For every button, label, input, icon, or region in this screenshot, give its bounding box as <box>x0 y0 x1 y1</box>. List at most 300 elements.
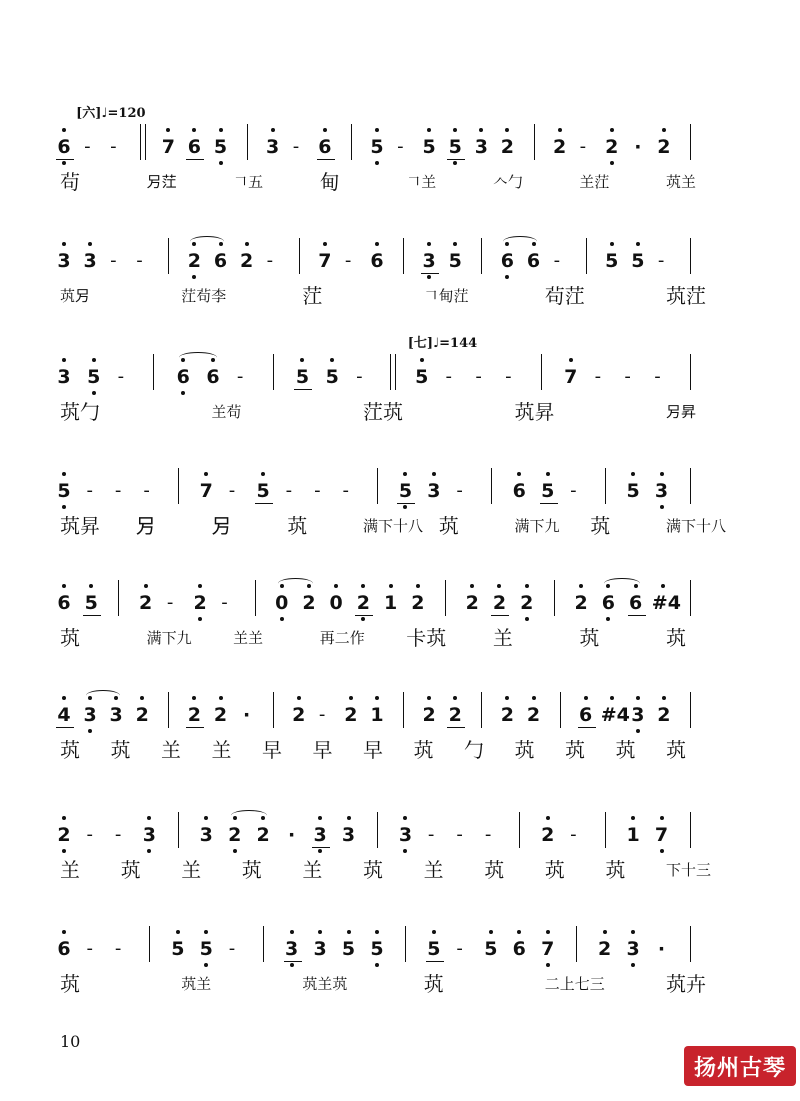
octave-dot-above <box>636 242 640 246</box>
tablature-glyph: 茿 <box>110 738 131 762</box>
jianpu-note: 5 <box>541 480 555 502</box>
jianpu-note: 3 <box>654 480 669 502</box>
barline <box>168 238 169 274</box>
jianpu-note: 6 <box>526 250 541 272</box>
octave-dot-below <box>92 391 96 395</box>
tablature-glyph: 甸 <box>319 170 340 194</box>
octave-dot-above <box>525 584 529 588</box>
tablature-glyph: 茿 <box>666 738 686 762</box>
jianpu-note: 5 <box>370 938 384 960</box>
sustain-dash: - <box>117 366 125 387</box>
jianpu-note: 5 <box>448 136 462 158</box>
octave-dot-below <box>546 963 550 967</box>
octave-dot-above <box>192 696 196 700</box>
jianpu-note: 6 <box>512 480 526 502</box>
octave-dot-above <box>662 696 666 700</box>
tablature-glyph: 茿 <box>423 972 444 996</box>
jianpu-note: 5 <box>415 366 429 388</box>
jianpu-note: 2 <box>302 592 316 614</box>
octave-dot-above <box>661 584 665 588</box>
octave-dot-above <box>375 930 379 934</box>
octave-dot-above <box>489 930 493 934</box>
tablature-glyph: 𠃍𦍌 <box>406 173 437 191</box>
sustain-dash: - <box>114 480 122 501</box>
tablature-glyph: 茿昇 <box>514 400 555 424</box>
barline <box>534 124 535 160</box>
jianpu-note: 2 <box>552 136 567 158</box>
sustain-dash: - <box>570 480 577 501</box>
octave-dot-above <box>62 358 66 362</box>
sustain-dash: - <box>86 824 93 845</box>
tablature-glyph: 茿 <box>287 514 308 538</box>
tablature-glyph: 满下十八 <box>666 517 727 535</box>
barline <box>690 124 691 160</box>
sustain-dash: - <box>657 250 665 271</box>
jianpu-note: 5 <box>199 938 213 960</box>
octave-dot-above <box>427 242 431 246</box>
tablature-glyph: 茿勹 <box>60 400 100 424</box>
jianpu-note: 7 <box>161 136 175 158</box>
octave-dot-below <box>233 849 237 853</box>
octave-dot-above <box>610 696 614 700</box>
jianpu-note: 7 <box>199 480 213 502</box>
slur <box>503 236 537 247</box>
tablature-glyph: 𠃍甸茳 <box>423 287 469 305</box>
sustain-dash: - <box>266 250 274 271</box>
tablature-glyph: 𠮠 <box>211 514 232 538</box>
jianpu-note: 6 <box>601 592 615 614</box>
sustain-dash: - <box>110 250 117 271</box>
tablature-glyph: 茿 <box>60 626 80 650</box>
octave-dot-above <box>297 696 301 700</box>
jianpu-note: 7 <box>541 938 555 960</box>
jianpu-note: 2 <box>187 704 202 726</box>
slur <box>86 690 120 701</box>
tablature-glyph: 茿 <box>579 626 600 650</box>
barline <box>445 580 446 616</box>
tablature-glyph: 二上七三 <box>544 975 605 993</box>
octave-dot-above <box>389 584 393 588</box>
tablature-glyph: 茿 <box>484 858 505 882</box>
watermark-logo: 扬州古琴 <box>684 1046 796 1086</box>
jianpu-note: 2 <box>135 704 149 726</box>
beam-underline <box>186 727 204 728</box>
tablature-glyph: 茿 <box>363 858 383 882</box>
jianpu-note: 3 <box>341 824 356 846</box>
section-tempo-mark: [七]♩=144 <box>407 336 478 351</box>
octave-dot-below <box>453 161 457 165</box>
notation-system-8 <box>0 920 800 1030</box>
octave-dot-above <box>62 128 66 132</box>
jianpu-note: 5 <box>398 480 413 502</box>
tablature-glyph: 茿卉 <box>666 972 706 996</box>
octave-dot-above <box>62 816 66 820</box>
sustain-dash: - <box>114 824 122 845</box>
notation-system-6 <box>0 686 800 796</box>
notation-system-7 <box>0 806 800 916</box>
jianpu-note: 2 <box>657 136 671 158</box>
jianpu-note: 2 <box>422 704 436 726</box>
jianpu-note: 5 <box>605 250 619 272</box>
barline <box>541 354 542 390</box>
octave-dot-above <box>62 242 66 246</box>
tablature-glyph: 茳茍李 <box>181 287 227 305</box>
tablature-glyph: 茿 <box>565 738 585 762</box>
barline <box>153 354 154 390</box>
beam-underline <box>397 503 415 504</box>
octave-dot-above <box>610 242 614 246</box>
octave-dot-below <box>204 963 208 967</box>
jianpu-note: 3 <box>57 250 71 272</box>
octave-dot-above <box>271 128 275 132</box>
barline <box>149 926 150 962</box>
beam-underline <box>294 389 312 390</box>
barline <box>273 692 274 728</box>
octave-dot-above <box>470 584 474 588</box>
tablature-glyph: 茿 <box>60 738 80 762</box>
jianpu-note: 2 <box>500 136 515 158</box>
octave-dot-below <box>62 849 66 853</box>
octave-dot-above <box>416 584 420 588</box>
tablature-glyph: 茿 <box>514 738 535 762</box>
barline <box>690 692 691 728</box>
notation-system-1 <box>0 106 800 228</box>
tablature-glyph: 茿 <box>60 972 80 996</box>
sustain-dash: - <box>285 480 293 501</box>
sustain-dash: - <box>236 366 244 387</box>
octave-dot-above <box>610 128 614 132</box>
jianpu-note: 6 <box>512 938 526 960</box>
sustain-dash: - <box>228 480 236 501</box>
octave-dot-above <box>375 696 379 700</box>
jianpu-note: 3 <box>313 938 327 960</box>
jianpu-note: 6 <box>57 136 71 158</box>
jianpu-note: 3 <box>83 250 97 272</box>
octave-dot-above <box>176 930 180 934</box>
tablature-glyph: 𦍌茳 <box>579 173 610 191</box>
augmentation-dot: · <box>242 704 251 726</box>
jianpu-note: 3 <box>142 824 156 846</box>
octave-dot-below <box>505 275 509 279</box>
octave-dot-above <box>318 930 322 934</box>
octave-dot-below <box>375 963 379 967</box>
page-number: 10 <box>60 1032 81 1051</box>
augmentation-dot: · <box>288 824 296 846</box>
sustain-dash: - <box>594 366 602 387</box>
beam-underline <box>426 961 444 962</box>
octave-dot-below <box>631 963 635 967</box>
beam-underline <box>312 847 330 848</box>
barline <box>560 692 561 728</box>
beam-underline <box>355 615 373 616</box>
jianpu-note: 2 <box>187 250 202 272</box>
jianpu-note: 5 <box>171 938 185 960</box>
sustain-dash: - <box>228 938 236 959</box>
tablature-glyph: 𦍌 <box>181 858 202 882</box>
section-tempo-mark: [六]♩=120 <box>76 106 146 121</box>
jianpu-note: 5 <box>484 938 498 960</box>
octave-dot-above <box>569 358 573 362</box>
jianpu-note: 3 <box>631 704 645 726</box>
octave-dot-above <box>660 816 664 820</box>
octave-dot-below <box>361 617 365 621</box>
octave-dot-above <box>546 816 550 820</box>
beam-underline <box>56 727 74 728</box>
notation-system-3 <box>0 336 800 458</box>
jianpu-note: 6 <box>57 938 71 960</box>
tablature-glyph: 𠆢勹 <box>492 173 523 191</box>
jianpu-note: 5 <box>631 250 645 272</box>
sustain-dash: - <box>456 938 463 959</box>
notation-system-4 <box>0 462 800 572</box>
octave-dot-above <box>432 472 436 476</box>
octave-dot-above <box>204 930 208 934</box>
beam-underline <box>447 159 465 160</box>
jianpu-note: 3 <box>626 938 640 960</box>
jianpu-note: 6 <box>628 592 643 614</box>
jianpu-note: 2 <box>526 704 541 726</box>
jianpu-note: 5 <box>341 938 356 960</box>
slur <box>604 578 639 589</box>
tablature-glyph: 𦍌 <box>492 626 513 650</box>
barline <box>403 692 404 728</box>
jianpu-note: 0 <box>275 592 289 614</box>
octave-dot-above <box>318 816 322 820</box>
octave-dot-below <box>219 161 223 165</box>
jianpu-note: 7 <box>564 366 578 388</box>
barline <box>481 238 482 274</box>
jianpu-note: 3 <box>199 824 213 846</box>
sustain-dash: - <box>553 250 561 271</box>
octave-dot-above <box>579 584 583 588</box>
octave-dot-above <box>432 930 436 934</box>
octave-dot-below <box>403 849 407 853</box>
tablature-glyph: 茍 <box>60 170 80 194</box>
barline <box>554 580 555 616</box>
tablature-glyph: 满下九 <box>146 629 192 647</box>
jianpu-note: 2 <box>605 136 619 158</box>
sustain-dash: - <box>445 366 453 387</box>
octave-dot-below <box>62 161 66 165</box>
jianpu-note: 6 <box>57 592 71 614</box>
sustain-dash: - <box>484 824 492 845</box>
octave-dot-above <box>361 584 365 588</box>
octave-dot-above <box>347 930 351 934</box>
jianpu-note: 2 <box>193 592 207 614</box>
jianpu-note: 3 <box>285 938 299 960</box>
jianpu-note: 2 <box>541 824 555 846</box>
jianpu-note: 5 <box>626 480 640 502</box>
tablature-glyph: 𦍌 <box>161 738 181 762</box>
double-barline <box>140 124 146 160</box>
octave-dot-above <box>62 930 66 934</box>
octave-dot-above <box>631 816 635 820</box>
octave-dot-above <box>375 242 379 246</box>
barline <box>491 468 492 504</box>
tablature-glyph: 茳 <box>302 284 323 308</box>
octave-dot-above <box>636 696 640 700</box>
octave-dot-below <box>181 391 185 395</box>
octave-dot-above <box>532 696 536 700</box>
octave-dot-below <box>660 505 664 509</box>
octave-dot-below <box>610 161 614 165</box>
tablature-glyph: 𠃍五 <box>233 173 264 191</box>
octave-dot-above <box>403 816 407 820</box>
tablature-glyph: 𦍌 <box>211 738 232 762</box>
barline <box>178 468 179 504</box>
jianpu-note: 6 <box>206 366 220 388</box>
sustain-dash: - <box>143 480 150 501</box>
tablature-glyph: 茿𦍌茿 <box>302 975 348 993</box>
octave-dot-above <box>219 128 223 132</box>
octave-dot-above <box>603 930 607 934</box>
octave-dot-above <box>453 696 457 700</box>
sustain-dash: - <box>397 136 404 157</box>
barline <box>351 124 352 160</box>
jianpu-note: 1 <box>370 704 384 726</box>
tablature-glyph: 𠮠 <box>135 514 156 538</box>
octave-dot-above <box>140 696 144 700</box>
octave-dot-above <box>505 696 509 700</box>
octave-dot-below <box>318 849 322 853</box>
octave-dot-above <box>403 472 407 476</box>
barline <box>403 238 404 274</box>
jianpu-note: 5 <box>325 366 339 388</box>
barline <box>255 580 256 616</box>
octave-dot-below <box>606 617 610 621</box>
tablature-glyph: 茿 <box>605 858 626 882</box>
jianpu-note: 3 <box>474 136 488 158</box>
sustain-dash: - <box>314 480 321 501</box>
octave-dot-above <box>546 472 550 476</box>
octave-dot-below <box>192 275 196 279</box>
tablature-glyph: 满下十八 <box>363 517 424 535</box>
beam-underline <box>284 961 302 962</box>
jianpu-note: 6 <box>370 250 384 272</box>
jianpu-note: 4 <box>57 704 71 726</box>
barline <box>118 580 119 616</box>
octave-dot-above <box>505 128 509 132</box>
jianpu-note: #4 <box>600 704 630 726</box>
beam-underline <box>317 159 335 160</box>
jianpu-note: 2 <box>500 704 515 726</box>
octave-dot-above <box>662 128 666 132</box>
octave-dot-above <box>323 242 327 246</box>
jianpu-note: 6 <box>318 136 332 158</box>
octave-dot-above <box>92 358 96 362</box>
octave-dot-above <box>558 128 562 132</box>
barline <box>690 812 691 848</box>
octave-dot-above <box>89 584 93 588</box>
tablature-glyph: 茳茿 <box>363 400 403 424</box>
augmentation-dot: · <box>634 136 642 158</box>
octave-dot-below <box>660 849 664 853</box>
octave-dot-below <box>525 617 529 621</box>
jianpu-note: 3 <box>109 704 123 726</box>
tablature-glyph: 早 <box>312 738 333 762</box>
octave-dot-above <box>330 358 334 362</box>
jianpu-note: 1 <box>383 592 398 614</box>
barline <box>377 468 378 504</box>
jianpu-note: 6 <box>176 366 190 388</box>
sustain-dash: - <box>456 480 463 501</box>
jianpu-note: 1 <box>626 824 640 846</box>
tablature-glyph: 再二作 <box>319 629 365 647</box>
jianpu-note: 2 <box>292 704 306 726</box>
tablature-glyph: 茿 <box>666 626 686 650</box>
beam-underline <box>628 615 646 616</box>
beam-underline <box>540 503 558 504</box>
beam-underline <box>447 727 465 728</box>
beam-underline <box>421 273 439 274</box>
tablature-glyph: 勹 <box>464 738 484 762</box>
sustain-dash: - <box>318 704 326 725</box>
octave-dot-above <box>479 128 483 132</box>
beam-underline <box>186 159 204 160</box>
double-barline <box>390 354 396 390</box>
tablature-glyph: 茿 <box>413 738 434 762</box>
sustain-dash: - <box>456 824 463 845</box>
sustain-dash: - <box>570 824 577 845</box>
octave-dot-above <box>375 128 379 132</box>
tablature-glyph: 𦍌𦍌 <box>233 629 264 647</box>
sustain-dash: - <box>114 938 122 959</box>
jianpu-note: 3 <box>313 824 327 846</box>
barline <box>690 580 691 616</box>
sustain-dash: - <box>505 366 512 387</box>
tablature-glyph: 𠮠昇 <box>666 403 697 421</box>
octave-dot-above <box>144 584 148 588</box>
jianpu-note: 5 <box>370 136 384 158</box>
octave-dot-above <box>147 816 151 820</box>
octave-dot-above <box>517 472 521 476</box>
jianpu-note: 5 <box>427 938 441 960</box>
sustain-dash: - <box>344 250 352 271</box>
jianpu-note: 2 <box>465 592 479 614</box>
tablature-glyph: 𦍌 <box>60 858 80 882</box>
tablature-glyph: 下十三 <box>666 861 712 879</box>
jianpu-note: 2 <box>57 824 71 846</box>
jianpu-note: 2 <box>520 592 534 614</box>
beam-underline <box>491 615 509 616</box>
tablature-glyph: 茿 <box>544 858 565 882</box>
jianpu-note: 2 <box>213 704 228 726</box>
sustain-dash: - <box>579 136 587 157</box>
jianpu-note: 6 <box>579 704 593 726</box>
sustain-dash: - <box>342 480 350 501</box>
sustain-dash: - <box>292 136 300 157</box>
sustain-dash: - <box>166 592 174 613</box>
octave-dot-above <box>204 472 208 476</box>
octave-dot-above <box>166 128 170 132</box>
tablature-glyph: 茿 <box>120 858 141 882</box>
octave-dot-below <box>375 161 379 165</box>
slur <box>190 236 224 247</box>
jianpu-note: 0 <box>329 592 343 614</box>
tablature-glyph: 茿 <box>590 514 611 538</box>
octave-dot-below <box>636 729 640 733</box>
beam-underline <box>255 503 273 504</box>
slur <box>231 810 267 821</box>
octave-dot-above <box>546 930 550 934</box>
octave-dot-below <box>290 963 294 967</box>
octave-dot-below <box>147 849 151 853</box>
octave-dot-above <box>584 696 588 700</box>
jianpu-note: 2 <box>344 704 358 726</box>
notation-system-2 <box>0 232 800 342</box>
barline <box>605 812 606 848</box>
tablature-glyph: 满下九 <box>514 517 560 535</box>
